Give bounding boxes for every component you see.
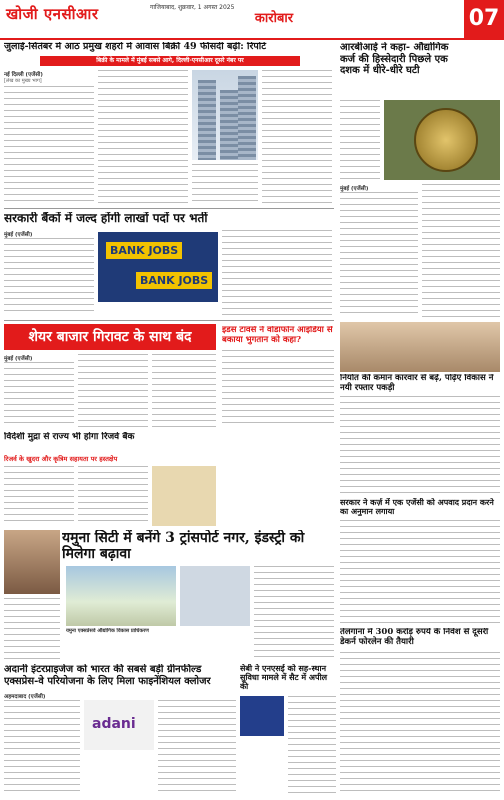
housing-body-col3 (192, 164, 258, 206)
housing-subhead: बिक्री के मामले में मुंबई सबसे आगे, दिल्ली-एनसीआर दूसरे नंबर पर (40, 56, 300, 66)
divider (4, 320, 334, 321)
yamuna-body-col1 (4, 598, 60, 660)
rbi-building-photo (152, 466, 216, 526)
women-cos-body (340, 396, 500, 494)
market-headline: शेयर बाजार गिरावट के साथ बंद (4, 324, 216, 350)
adani-headline: अदानी इंटरप्राइजेज को भारत की सबसे बड़ी ग्रीनफील्ड एक्सप्रेस-वे परियोजना के लिए मिला फाइनेंशियल क्लोजर (4, 664, 211, 687)
rbi-seal-photo (384, 100, 500, 180)
page-number: 07 (464, 0, 504, 38)
bank-jobs-photo (98, 232, 218, 302)
market-body-col2 (78, 354, 148, 428)
section-title: कारोबार (254, 11, 294, 26)
right-mid-headline: सरकार ने कर्ज़ में एक एजेंसी को अपवाद प्रदान करने का अनुमान लगाया (340, 498, 494, 517)
coal-body (340, 652, 500, 796)
adani-logo: adani (92, 716, 136, 732)
aircraft-photo (180, 566, 250, 626)
adani-body-col1 (4, 700, 80, 796)
sbi-headline: सेबी ने एनएसई को सह-स्थान सुविधा मामले में सैट में अपील की (240, 664, 328, 692)
housing-headline: जुलाई-सितंबर में आठ प्रमुख शहरों में आवास बिक्री 49 फीसदी बढ़ी: रिपोर्ट (4, 42, 267, 52)
rbi-seal-icon (414, 108, 478, 172)
rbi-headline: आरबीआई ने कहा- औद्योगिक कर्ज की हिस्सेदारी पिछले एक दशक में धीरे-धीरे घटी (340, 42, 449, 76)
divider (4, 208, 334, 209)
tower-shape (238, 76, 256, 160)
housing-body: [लेख का मुख्य भाग] (4, 78, 42, 84)
market-body-col3 (152, 354, 216, 428)
sbi-body (288, 696, 336, 796)
forex-headline: विदेशी मुद्रा से राज्य भी होगा रिजर्व बैंक (4, 432, 135, 442)
yamuna-city-plan-photo (66, 566, 176, 626)
tower-shape (198, 80, 216, 160)
yamuna-headline: यमुना सिटी में बनेंगे 3 ट्रांसपोर्ट नगर, इंडस्ट्री को मिलेगा बढ़ावा (62, 530, 305, 563)
yamuna-official-photo (4, 530, 60, 594)
newspaper-brand: खोजी एनसीआर (6, 5, 99, 23)
women-cos-headline: निर्यात की कमान कारवार से बढ़े, पढ़िए विकास ने नयी रफ्तार पकड़ी (340, 374, 494, 393)
yamuna-caption: यमुना एक्सप्रेसवे औद्योगिक विकास प्राधिकरण (66, 628, 149, 634)
rbi-body-col2 (340, 192, 418, 318)
bank-jobs-body-col2 (222, 230, 332, 316)
bank-jobs-sign: BANK JOBS (106, 242, 182, 259)
building-photo (192, 70, 258, 160)
forex-body-col1 (4, 466, 74, 526)
masthead (0, 0, 504, 40)
forex-subhead: रिजर्व के खुदरा और कृत्रिम सहायता पर हस्तक्षेप (4, 455, 118, 463)
bank-jobs-sign: BANK JOBS (136, 272, 212, 289)
bank-jobs-body-col1 (4, 238, 94, 316)
rbi-body-col1 (340, 100, 380, 184)
market-body-col1 (4, 362, 74, 428)
businesswoman-photo (340, 322, 500, 372)
rbi-body-col3 (422, 184, 500, 318)
tower-shape (220, 90, 238, 160)
idea-headline: इंडस टावर्स ने वोडाफोन आइडिया से बकाया भुगतान को कहा? (222, 326, 333, 345)
forex-body-col2 (78, 466, 148, 526)
adani-body-col2 (158, 700, 236, 796)
yamuna-body-col2 (254, 566, 334, 660)
adani-logo-photo (84, 700, 154, 750)
sebi-photo (240, 696, 284, 736)
right-mid-body (340, 520, 500, 624)
idea-body (222, 350, 334, 426)
rbi-dateline: मुंबई (एजेंसी) (340, 186, 369, 192)
bank-jobs-dateline: मुंबई (एजेंसी) (4, 232, 33, 238)
adani-dateline: अहमदाबाद (एजेंसी) (4, 694, 46, 700)
coal-headline: तेलंगाना में 300 करोड़ रुपये के निवेश से दूसरी डेकर्न फोरलेन की तैयारी (340, 628, 489, 647)
housing-body-col4 (262, 70, 332, 206)
housing-dateline: नई दिल्ली (एजेंसी) (4, 72, 43, 78)
housing-body-lines (4, 86, 94, 206)
bank-jobs-headline: सरकारी बैंकों में जल्द होंगी लाखों पदों पर भर्ती (4, 212, 208, 225)
issue-date-line: गाजियाबाद, शुक्रवार, 1 अगस्त 2025 (150, 4, 235, 11)
housing-body-col2 (98, 70, 188, 206)
market-dateline: मुंबई (एजेंसी) (4, 356, 33, 362)
